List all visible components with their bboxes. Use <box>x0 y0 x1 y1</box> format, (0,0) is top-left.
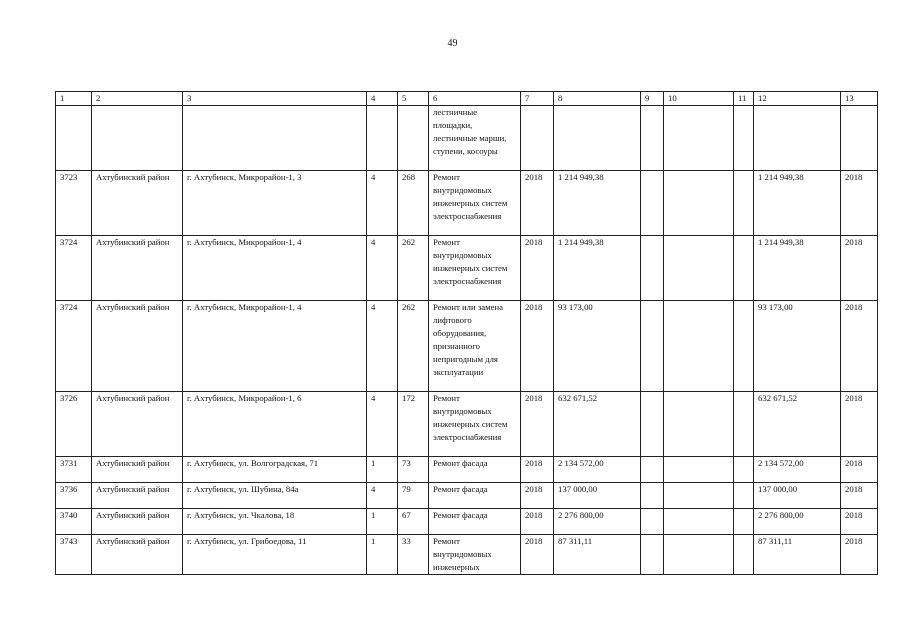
year-cell: 2018 <box>521 301 554 392</box>
cost-cell: 87 311,11 <box>554 535 641 575</box>
address-cell <box>183 106 367 171</box>
record-number-cell: 3740 <box>56 509 92 535</box>
cost-cell: 632 671,52 <box>554 392 641 457</box>
col-5-value-cell: 79 <box>398 483 429 509</box>
column-number-header: 5 <box>398 92 429 106</box>
table-row <box>56 509 878 535</box>
col-4-value-cell: 1 <box>367 535 398 575</box>
col-5-value-cell: 67 <box>398 509 429 535</box>
district-cell: Ахтубинский район <box>92 535 183 575</box>
col-9-value-cell <box>641 457 664 483</box>
district-cell: Ахтубинский район <box>92 171 183 236</box>
district-cell: Ахтубинский район <box>92 483 183 509</box>
cost-total-cell: 1 214 949,38 <box>754 236 841 301</box>
col-4-value-cell: 4 <box>367 392 398 457</box>
column-number-row <box>56 92 878 106</box>
table-row <box>56 535 878 575</box>
page-number: 49 <box>447 38 458 49</box>
col-11-value-cell <box>734 483 754 509</box>
col-10-value-cell <box>664 509 734 535</box>
col-11-value-cell <box>734 392 754 457</box>
cost-cell: 2 276 800,00 <box>554 509 641 535</box>
work-type-cell: Ремонт фасада <box>429 509 521 535</box>
year-cell: 2018 <box>521 457 554 483</box>
record-number-cell: 3724 <box>56 236 92 301</box>
record-number-cell: 3726 <box>56 392 92 457</box>
completion-year-cell: 2018 <box>841 509 878 535</box>
completion-year-cell: 2018 <box>841 535 878 575</box>
work-type-cell: лестничные площадки, лестничные марши, ступени, косоуры <box>429 106 521 171</box>
cost-total-cell <box>754 106 841 171</box>
column-number-header: 12 <box>754 92 841 106</box>
cost-cell: 1 214 949,38 <box>554 171 641 236</box>
col-9-value-cell <box>641 171 664 236</box>
address-cell: г. Ахтубинск, Микрорайон-1, 6 <box>183 392 367 457</box>
col-10-value-cell <box>664 535 734 575</box>
district-cell: Ахтубинский район <box>92 301 183 392</box>
column-number-header: 7 <box>521 92 554 106</box>
column-number-header: 11 <box>734 92 754 106</box>
district-cell <box>92 106 183 171</box>
year-cell: 2018 <box>521 171 554 236</box>
column-number-header: 10 <box>664 92 734 106</box>
col-10-value-cell <box>664 171 734 236</box>
record-number-cell: 3723 <box>56 171 92 236</box>
column-number-header: 1 <box>56 92 92 106</box>
work-type-cell: Ремонт внутридомовых инженерных систем электроснабжения <box>429 236 521 301</box>
district-cell: Ахтубинский район <box>92 392 183 457</box>
col-4-value-cell: 4 <box>367 236 398 301</box>
address-cell: г. Ахтубинск, ул. Волгоградская, 71 <box>183 457 367 483</box>
col-4-value-cell: 1 <box>367 509 398 535</box>
work-type-cell: Ремонт внутридомовых инженерных <box>429 535 521 575</box>
cost-cell: 2 134 572,00 <box>554 457 641 483</box>
year-cell: 2018 <box>521 392 554 457</box>
district-cell: Ахтубинский район <box>92 509 183 535</box>
col-11-value-cell <box>734 509 754 535</box>
completion-year-cell: 2018 <box>841 236 878 301</box>
col-11-value-cell <box>734 106 754 171</box>
completion-year-cell <box>841 106 878 171</box>
table-row <box>56 483 878 509</box>
col-11-value-cell <box>734 301 754 392</box>
completion-year-cell: 2018 <box>841 171 878 236</box>
column-number-header: 4 <box>367 92 398 106</box>
work-type-cell: Ремонт или замена лифтового оборудования, признанного непригодным для эксплуатации <box>429 301 521 392</box>
col-4-value-cell: 4 <box>367 301 398 392</box>
col-5-value-cell: 262 <box>398 301 429 392</box>
col-4-value-cell: 4 <box>367 483 398 509</box>
col-5-value-cell: 172 <box>398 392 429 457</box>
district-cell: Ахтубинский район <box>92 457 183 483</box>
cost-total-cell: 632 671,52 <box>754 392 841 457</box>
year-cell: 2018 <box>521 483 554 509</box>
col-4-value-cell: 4 <box>367 171 398 236</box>
address-cell: г. Ахтубинск, ул. Чкалова, 18 <box>183 509 367 535</box>
col-9-value-cell <box>641 301 664 392</box>
record-number-cell: 3724 <box>56 301 92 392</box>
address-cell: г. Ахтубинск, Микрорайон-1, 4 <box>183 301 367 392</box>
col-9-value-cell <box>641 483 664 509</box>
year-cell: 2018 <box>521 535 554 575</box>
column-number-header: 9 <box>641 92 664 106</box>
cost-total-cell: 2 276 800,00 <box>754 509 841 535</box>
district-cell: Ахтубинский район <box>92 236 183 301</box>
column-number-header: 13 <box>841 92 878 106</box>
col-11-value-cell <box>734 171 754 236</box>
record-number-cell: 3731 <box>56 457 92 483</box>
col-11-value-cell <box>734 457 754 483</box>
table-row <box>56 236 878 301</box>
col-9-value-cell <box>641 535 664 575</box>
table-row <box>56 301 878 392</box>
col-10-value-cell <box>664 106 734 171</box>
col-10-value-cell <box>664 301 734 392</box>
col-5-value-cell <box>398 106 429 171</box>
col-11-value-cell <box>734 236 754 301</box>
completion-year-cell: 2018 <box>841 392 878 457</box>
year-cell: 2018 <box>521 509 554 535</box>
col-9-value-cell <box>641 106 664 171</box>
col-5-value-cell: 73 <box>398 457 429 483</box>
column-number-header: 3 <box>183 92 367 106</box>
col-4-value-cell: 1 <box>367 457 398 483</box>
address-cell: г. Ахтубинск, Микрорайон-1, 4 <box>183 236 367 301</box>
cost-cell: 137 000,00 <box>554 483 641 509</box>
record-number-cell <box>56 106 92 171</box>
col-10-value-cell <box>664 483 734 509</box>
col-9-value-cell <box>641 236 664 301</box>
address-cell: г. Ахтубинск, Микрорайон-1, 3 <box>183 171 367 236</box>
column-number-header: 2 <box>92 92 183 106</box>
cost-total-cell: 87 311,11 <box>754 535 841 575</box>
work-type-cell: Ремонт фасада <box>429 457 521 483</box>
col-10-value-cell <box>664 236 734 301</box>
work-type-cell: Ремонт внутридомовых инженерных систем электроснабжения <box>429 392 521 457</box>
cost-total-cell: 137 000,00 <box>754 483 841 509</box>
record-number-cell: 3743 <box>56 535 92 575</box>
year-cell: 2018 <box>521 236 554 301</box>
col-5-value-cell: 268 <box>398 171 429 236</box>
address-cell: г. Ахтубинск, ул. Шубина, 84а <box>183 483 367 509</box>
col-5-value-cell: 262 <box>398 236 429 301</box>
record-number-cell: 3736 <box>56 483 92 509</box>
table-row <box>56 457 878 483</box>
year-cell <box>521 106 554 171</box>
cost-total-cell: 1 214 949,38 <box>754 171 841 236</box>
completion-year-cell: 2018 <box>841 483 878 509</box>
col-10-value-cell <box>664 392 734 457</box>
col-9-value-cell <box>641 392 664 457</box>
table-row <box>56 392 878 457</box>
address-cell: г. Ахтубинск, ул. Грибоедова, 11 <box>183 535 367 575</box>
column-number-header: 6 <box>429 92 521 106</box>
col-9-value-cell <box>641 509 664 535</box>
completion-year-cell: 2018 <box>841 301 878 392</box>
register-table <box>55 91 878 575</box>
cost-total-cell: 2 134 572,00 <box>754 457 841 483</box>
col-4-value-cell <box>367 106 398 171</box>
column-number-header: 8 <box>554 92 641 106</box>
cost-total-cell: 93 173,00 <box>754 301 841 392</box>
table-row <box>56 171 878 236</box>
col-10-value-cell <box>664 457 734 483</box>
col-5-value-cell: 33 <box>398 535 429 575</box>
cost-cell: 93 173,00 <box>554 301 641 392</box>
work-type-cell: Ремонт внутридомовых инженерных систем электроснабжения <box>429 171 521 236</box>
work-type-cell: Ремонт фасада <box>429 483 521 509</box>
table-row <box>56 106 878 171</box>
col-11-value-cell <box>734 535 754 575</box>
cost-cell <box>554 106 641 171</box>
completion-year-cell: 2018 <box>841 457 878 483</box>
cost-cell: 1 214 949,38 <box>554 236 641 301</box>
